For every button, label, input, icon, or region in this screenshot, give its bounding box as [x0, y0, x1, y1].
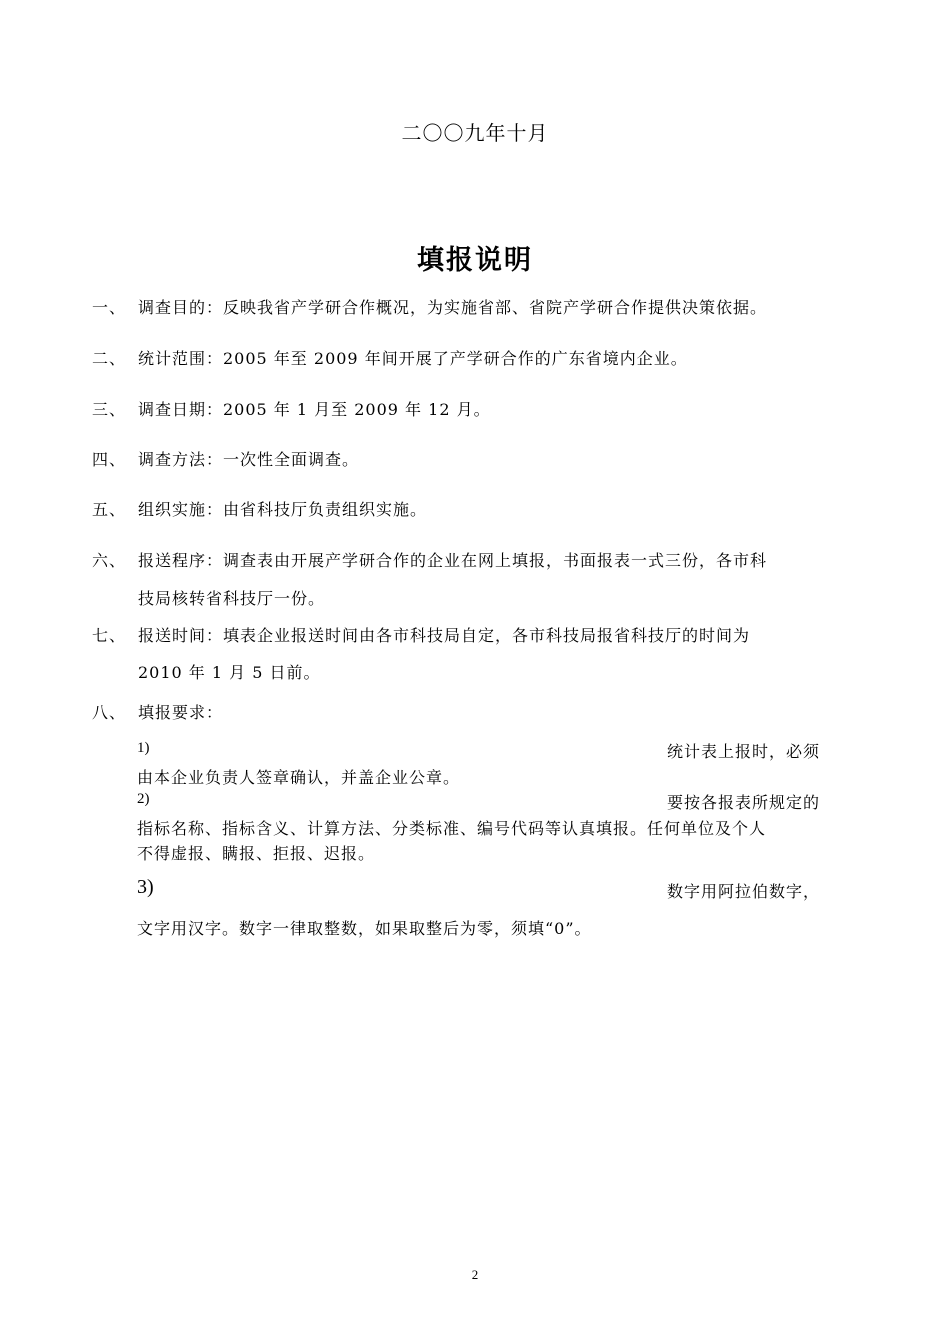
requirement-3-number: 3): [137, 876, 154, 898]
item-text: 填报要求：: [138, 703, 224, 722]
page-title: 填报说明: [417, 245, 533, 276]
instruction-item-7-continuation: 2010 年 1 月 5 日前。: [138, 663, 321, 682]
requirement-2-line-1: 指标名称、指标含义、计算方法、分类标准、编号代码等认真填报。任何单位及个人: [137, 819, 767, 838]
item-number: 七、: [92, 626, 127, 645]
item-text: 报送程序：调查表由开展产学研合作的企业在网上填报，书面报表一式三份，各市科: [138, 551, 768, 570]
page-number: 2: [471, 1267, 479, 1282]
requirement-1-line-1: 由本企业负责人签章确认，并盖企业公章。: [137, 768, 461, 787]
item-text: 调查目的：反映我省产学研合作概况，为实施省部、省院产学研合作提供决策依据。: [138, 298, 768, 317]
item-number: 一、: [92, 298, 127, 317]
item-text: 报送时间：填表企业报送时间由各市科技局自定，各市科技局报省科技厅的时间为: [138, 626, 751, 645]
item-text: 调查日期：2005 年 1 月至 2009 年 12 月。: [138, 400, 491, 419]
instruction-item-7: [92, 618, 750, 654]
requirement-2-lead: 要按各报表所规定的: [667, 793, 821, 812]
requirement-2-line-2: 不得虚报、瞒报、拒报、迟报。: [137, 844, 376, 863]
instruction-item-3: [92, 392, 491, 428]
instruction-item-8: [92, 695, 223, 731]
item-number: 三、: [92, 400, 127, 419]
requirement-3-line-1: 文字用汉字。数字一律取整数，如果取整后为零，须填“0”。: [137, 919, 592, 938]
item-text: 统计范围：2005 年至 2009 年间开展了产学研合作的广东省境内企业。: [138, 349, 688, 368]
item-number: 八、: [92, 703, 127, 722]
instruction-item-6: [92, 543, 767, 579]
item-text: 调查方法：一次性全面调查。: [138, 450, 360, 469]
item-number: 六、: [92, 551, 127, 570]
instruction-item-5: [92, 492, 427, 528]
item-number: 四、: [92, 450, 127, 469]
requirement-3-lead: 数字用阿拉伯数字，: [667, 882, 821, 901]
requirement-2-number: 2): [137, 791, 150, 807]
instruction-item-4: [92, 442, 359, 478]
requirement-1-number: 1): [137, 740, 150, 756]
document-date: 二〇〇九年十月: [401, 121, 549, 145]
instruction-item-6-continuation: 技局核转省科技厅一份。: [138, 589, 326, 608]
item-text: 组织实施：由省科技厅负责组织实施。: [138, 500, 428, 519]
item-number: 五、: [92, 500, 127, 519]
requirement-1-lead: 统计表上报时，必须: [667, 742, 821, 761]
instruction-item-1: [92, 290, 767, 326]
item-number: 二、: [92, 349, 127, 368]
instruction-item-2: [92, 341, 688, 377]
